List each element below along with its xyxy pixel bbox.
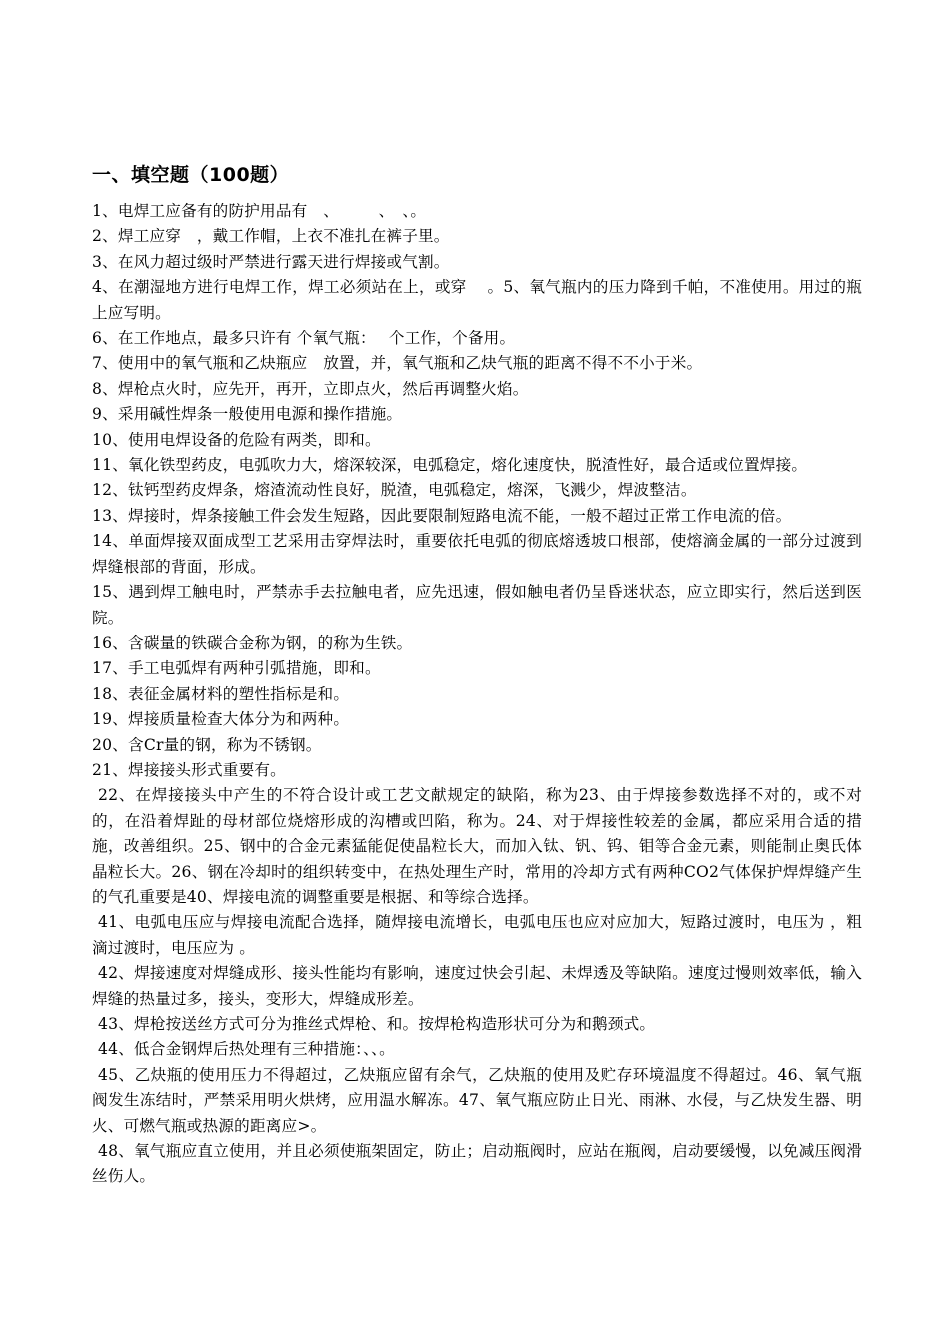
section-heading: 一、填空题（100题） — [92, 164, 290, 186]
question-item: 42、焊接速度对焊缝成形、接头性能均有影响，速度过快会引起、未焊透及等缺陷。速度过慢则效率低，输入焊缝的热量过多，接头，变形大，焊缝成形差。 — [92, 964, 862, 1008]
question-item: 44、低合金钢焊后热处理有三种措施：、、。 — [98, 1040, 395, 1059]
question-item: 14、单面焊接双面成型工艺采用击穿焊法时，重要依托电弧的彻底熔透坡口根部，使熔滴金属的一部分过渡到焊缝根部的背面，形成。 — [92, 532, 862, 576]
question-item: 19、焊接质量检查大体分为和两种。 — [92, 710, 350, 729]
question-item: 9、采用碱性焊条一般使用电源和操作措施。 — [92, 405, 403, 424]
question-item: 13、焊接时，焊条接触工件会发生短路，因此要限制短路电流不能，一般不超过正常工作电流的倍。 — [92, 506, 792, 525]
question-item: 11、氧化铁型药皮，电弧吹力大，熔深较深，电弧稳定，熔化速度快，脱渣性好，最合适或位置焊接。 — [92, 456, 808, 475]
question-item: 6、在工作地点，最多只许有 个氧气瓶： 个工作，个备用。 — [92, 329, 516, 348]
question-item: 45、乙炔瓶的使用压力不得超过，乙炔瓶应留有余气，乙炔瓶的使用及贮存环境温度不得超过。46、氧气瓶阀发生冻结时，严禁采用明火烘烤，应用温水解冻。47、氧气瓶应防止日光、雨淋、水侵，与乙炔发生器、明火、可燃气瓶或热源的距离应>。 — [92, 1065, 862, 1135]
question-item: 21、焊接接头形式重要有。 — [92, 760, 286, 779]
question-item: 17、手工电弧焊有两种引弧措施，即和。 — [92, 659, 381, 678]
question-list — [92, 199, 862, 1190]
question-item: 22、在焊接接头中产生的不符合设计或工艺文献规定的缺陷，称为23、由于焊接参数选择不对的，或不对的，在沿着焊趾的母材部位烧熔形成的沟槽或凹陷，称为。24、对于焊接性较差的金属，都应采用合适的措施，改善组织。25、钢中的合金元素猛能促使晶粒长大，而加入钛、钒、钨、钼等合金元素，则能制止奥氏体晶粒长大。26、钢在冷却时的组织转变中，在热处理生产时，常用的冷却方式有两种CO2气体保护焊焊缝产生的气孔重要是40、焊接电流的调整重要是根据、和等综合选择。 — [92, 786, 862, 906]
question-item: 43、焊枪按送丝方式可分为推丝式焊枪、和。按焊枪构造形状可分为和鹅颈式。 — [98, 1015, 656, 1033]
question-item: 41、电弧电压应与焊接电流配合选择，随焊接电流增长，电弧电压也应对应加大，短路过渡时，电压为 ，粗滴过渡时，电压应为 。 — [92, 913, 862, 957]
question-item: 1、电焊工应备有的防护用品有 、 、 、。 — [92, 202, 427, 220]
question-item: 20、含Cr量的钢，称为不锈钢。 — [92, 735, 322, 754]
question-item: 10、使用电焊设备的危险有两类，即和。 — [92, 430, 381, 449]
question-item: 2、焊工应穿 ，戴工作帽，上衣不准扎在裤子里。 — [92, 227, 450, 246]
question-item: 18、表征金属材料的塑性指标是和。 — [92, 684, 350, 703]
question-item: 48、氧气瓶应直立使用，并且必须使瓶架固定，防止；启动瓶阀时，应站在瓶阀，启动要缓慢，以免减压阀滑丝伤人。 — [92, 1142, 862, 1186]
question-item: 8、焊枪点火时，应先开，再开，立即点火，然后再调整火焰。 — [92, 379, 529, 398]
question-item: 16、含碳量的铁碳合金称为钢，的称为生铁。 — [92, 633, 413, 652]
question-item: 4、在潮湿地方进行电焊工作，焊工必须站在上，或穿 。5、氧气瓶内的压力降到千帕，不准使用。用过的瓶上应写明。 — [92, 278, 862, 322]
question-item: 3、在风力超过级时严禁进行露天进行焊接或气割。 — [92, 252, 450, 271]
question-item: 12、钛钙型药皮焊条，熔渣流动性良好，脱渣，电弧稳定，熔深，飞溅少，焊波整洁。 — [92, 481, 697, 500]
question-item: 15、遇到焊工触电时，严禁赤手去拉触电者，应先迅速，假如触电者仍呈昏迷状态，应立即实行，然后送到医院。 — [92, 583, 862, 627]
question-item: 7、使用中的氧气瓶和乙炔瓶应 放置，并，氧气瓶和乙炔气瓶的距离不得不不小于米。 — [92, 354, 703, 373]
